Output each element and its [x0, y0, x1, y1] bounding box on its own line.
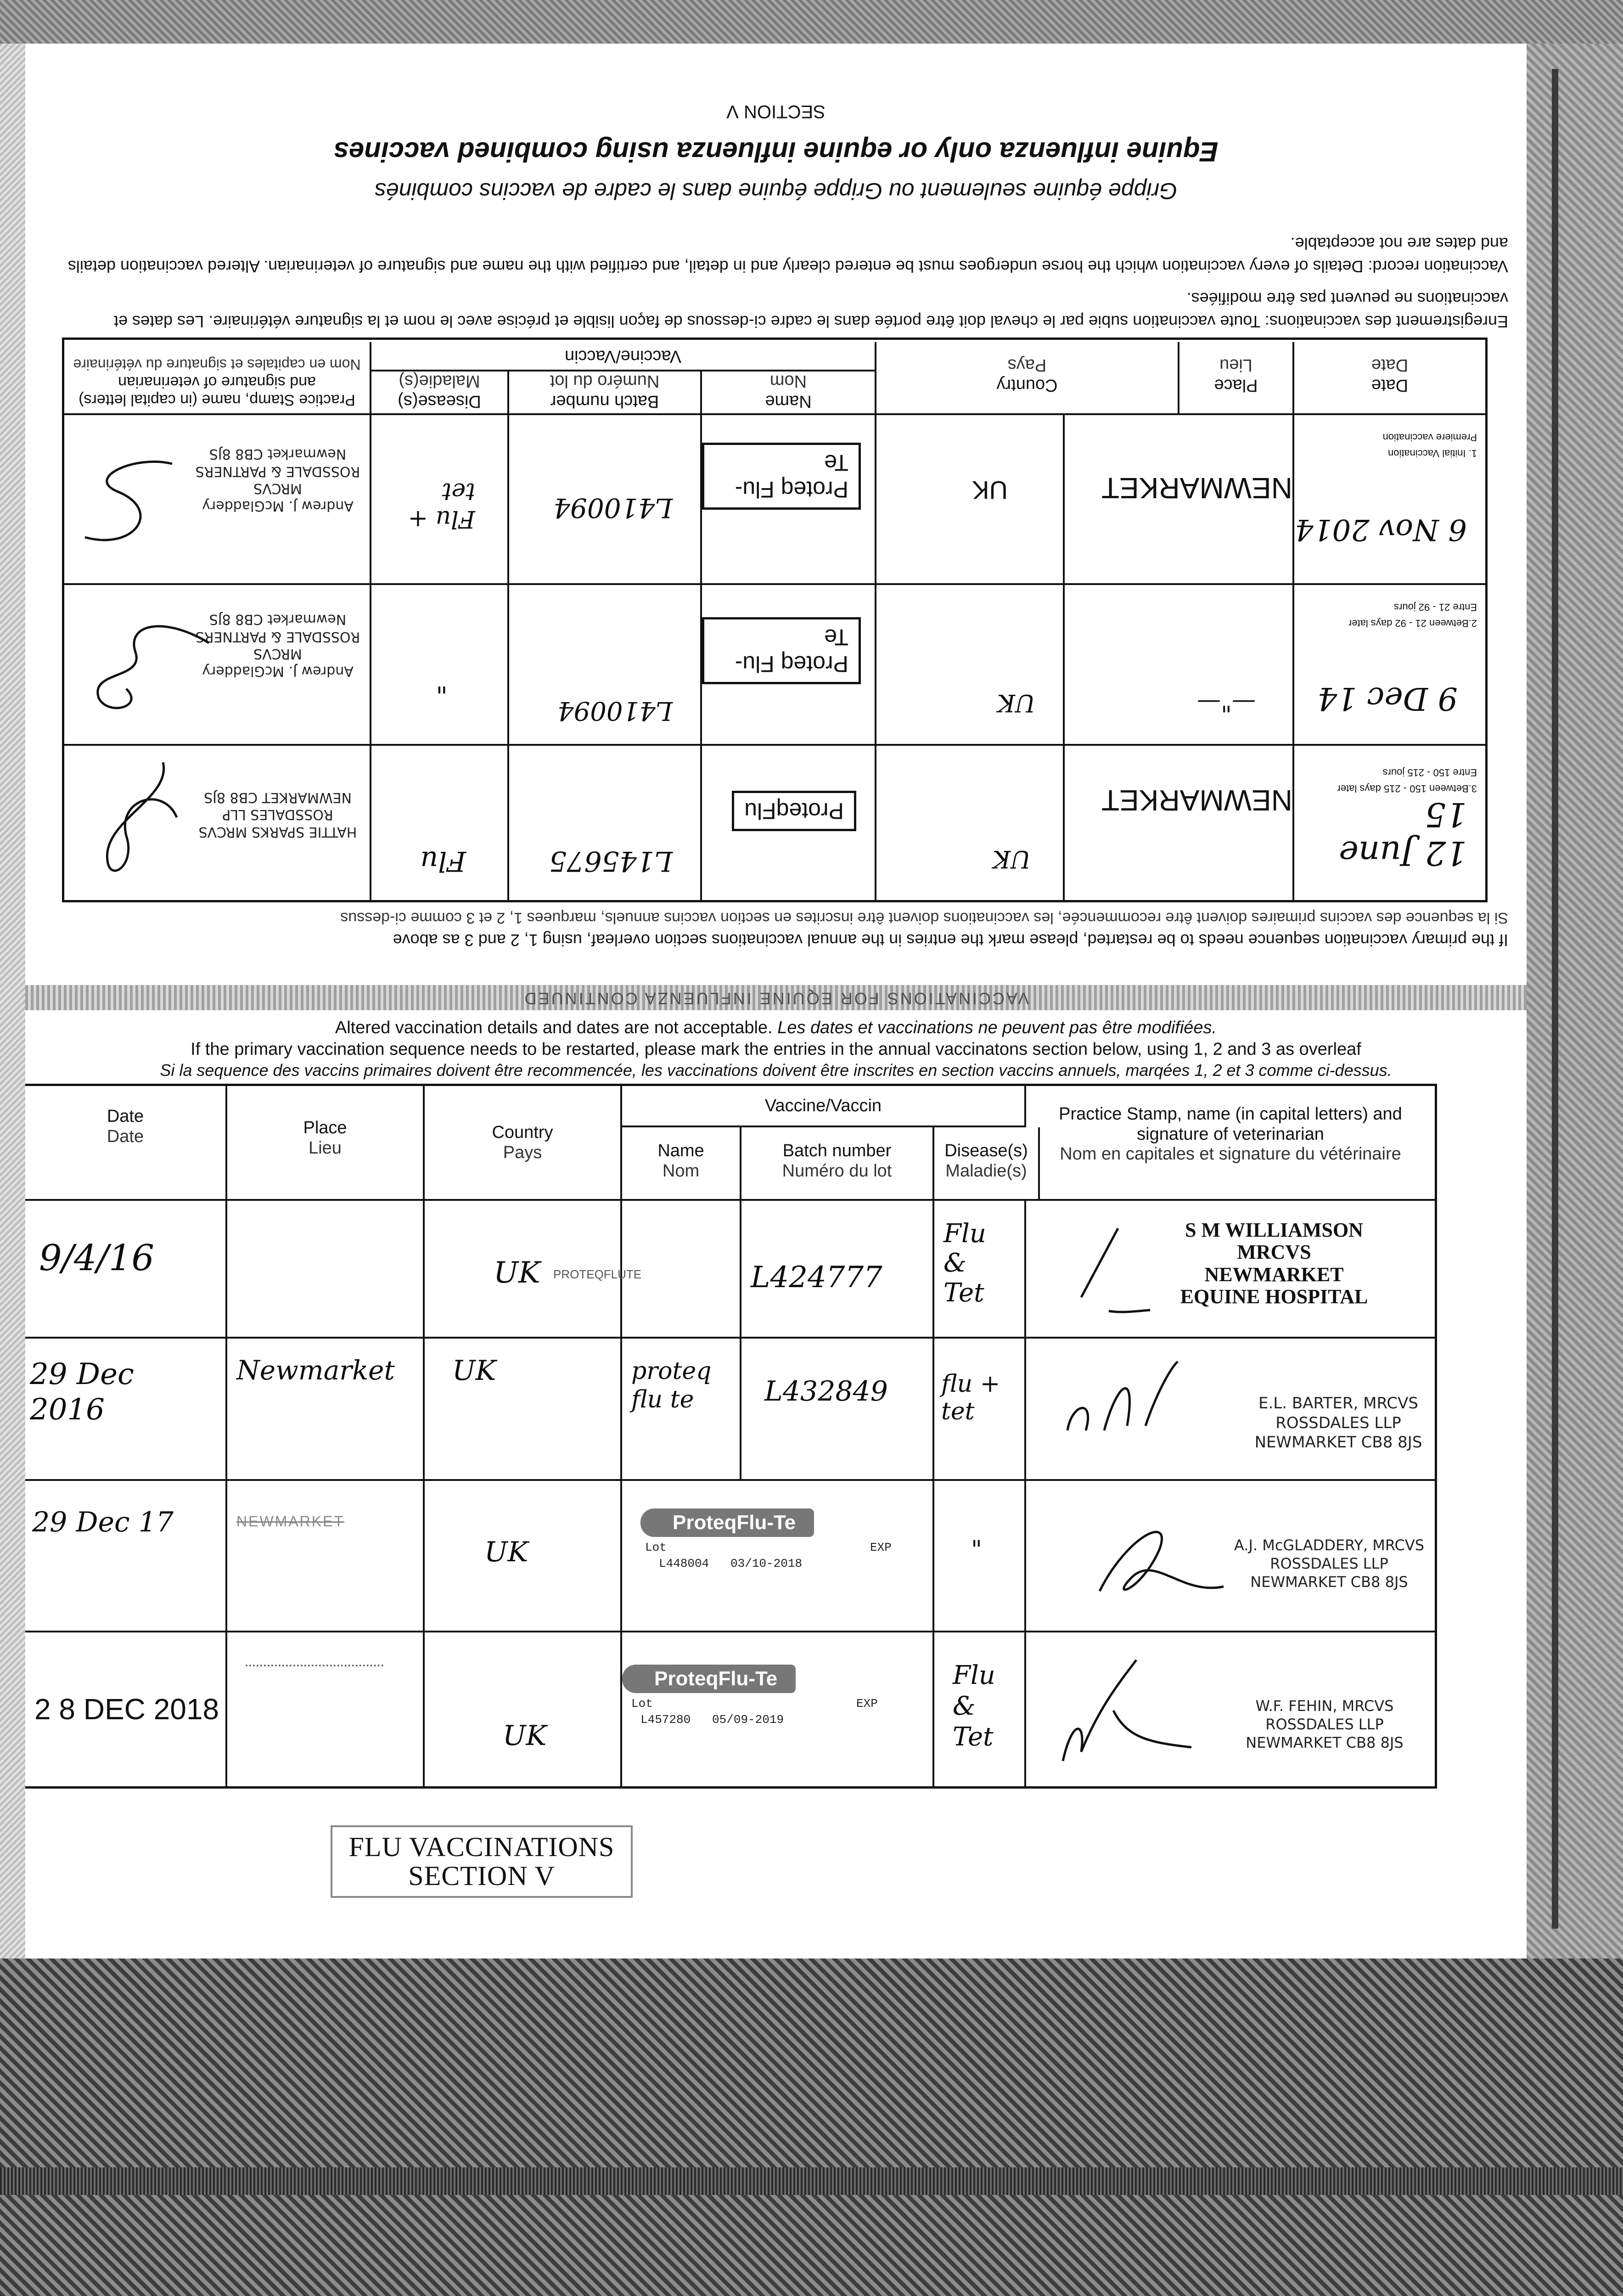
upper-intro-fr: Enregistrement des vaccinations: Toute vaccination subie par le cheval doit être portée dans le cadre ci-dessous de façon lisible et précise avec le nom et la signature vétérinaire. Les dates et vaccinations ne peuvent pas être modifiées. — [113, 289, 1508, 331]
row-label: 1. Initial Vaccination — [1387, 448, 1477, 459]
disease-value: Flu + tet — [408, 478, 475, 533]
row2-name — [622, 1339, 741, 1481]
header-label: Practice Stamp, name (in capital letters) and signature of veterinarian — [1059, 1104, 1402, 1144]
upper-vaccination-table — [62, 338, 1488, 902]
stamp-line: Newmarket CB8 8JS — [209, 611, 347, 628]
row1-batch — [741, 1201, 934, 1339]
disease-value: Flu & Tet — [953, 1660, 995, 1752]
vaccine-name: proteq flu te — [631, 1357, 712, 1414]
batch-value: L145675 — [549, 845, 673, 877]
header-label-fr: Pays — [503, 1142, 542, 1162]
row-label-fr: Entre 21 - 92 jours — [1394, 602, 1477, 613]
vaccine-stamp: Proteq Flu-Te — [702, 443, 861, 510]
lower-note-1 — [25, 1017, 1527, 1039]
page-hinge — [25, 985, 1527, 1010]
header-label-fr: Maladie(s) — [399, 371, 480, 391]
scan-border-right — [1527, 44, 1623, 1958]
country-value: UK — [997, 689, 1035, 716]
batch-value: L424777 — [751, 1261, 882, 1294]
row3-date — [25, 1481, 227, 1632]
stamp-line: A.J. McGLADDERY, MRCVS — [1234, 1536, 1425, 1554]
row3-country — [425, 1481, 622, 1632]
header-label-fr: Maladie(s) — [945, 1161, 1027, 1181]
lot-exp-line — [659, 1557, 802, 1570]
upper-footer-fr: Si la sequence des vaccins primaires doivent être recommencée, les vaccinations doivent être inscrites en section vaccins annuels, marquees 1, 2 et 3 comme ci-dessus — [340, 909, 1508, 927]
lot-label: Lot — [631, 1697, 653, 1711]
scan-border-top — [0, 0, 1623, 44]
lot-number: L448004 — [659, 1557, 709, 1570]
stamp-line: Andrew J. McGladdery MRCVS — [202, 480, 354, 514]
header-label-fr: Nom — [769, 371, 807, 391]
vaccine-stamp: Proteq Flu-Te — [702, 617, 861, 684]
row4-practice — [1026, 1632, 1435, 1786]
header-label-fr: Pays — [1007, 355, 1047, 375]
exp-date: 05/09-2019 — [712, 1713, 784, 1727]
stamp-line: NEWMARKET CB8 8JS — [1246, 1734, 1404, 1751]
upper-header-practice — [64, 342, 370, 413]
hinge-text: VACCINATIONS FOR EQUINE INFLUENZA CONTINUED — [522, 989, 1029, 1008]
vaccine-label-sticker: ProteqFlu-Te — [622, 1665, 796, 1693]
lot-exp-line — [640, 1713, 784, 1727]
lower-header-batch — [741, 1127, 934, 1201]
header-label: Vaccine/Vaccin — [564, 347, 682, 366]
upper-row3-disease — [370, 744, 507, 900]
upper-row3-batch — [507, 744, 700, 900]
lower-note-3: Si la sequence des vaccins primaires doivent être recommencée, les vaccinations doivent être inscrites en section vaccins annuels, marqées 1, 2 et 3 comme ci-dessus. — [160, 1061, 1392, 1080]
note-fr: Les dates et vaccinations ne peuvent pas être modifiées. — [777, 1018, 1217, 1037]
lower-vaccination-table — [25, 1084, 1437, 1789]
lower-header-date — [25, 1086, 227, 1201]
upper-header-country — [875, 342, 1178, 413]
header-label: Disease(s) — [398, 392, 481, 411]
country-value: UK — [494, 1256, 540, 1290]
stamp-line: ROSSDALES LLP — [1270, 1555, 1388, 1572]
header-label-fr: Nom — [662, 1161, 700, 1181]
lower-header-country — [425, 1086, 622, 1201]
row2-date — [25, 1339, 227, 1481]
scan-border-band — [0, 2167, 1623, 2195]
stamp-line: ROSSDALES LLP — [1275, 1413, 1401, 1432]
upper-row1-date-cell — [1292, 413, 1485, 583]
place-value: —"— — [1197, 689, 1256, 716]
stamp-line: S M WILLIAMSON MRCVS — [1185, 1219, 1363, 1264]
upper-header-batch — [507, 370, 700, 413]
lot-number: L457280 — [640, 1713, 691, 1727]
row1-name — [622, 1201, 741, 1339]
row1-disease — [934, 1201, 1026, 1339]
header-label: Vaccine/Vaccin — [764, 1096, 882, 1115]
signature-graphic — [71, 597, 218, 735]
country-value: UK — [484, 1536, 528, 1568]
date-value: 9 Dec 14 — [1317, 680, 1458, 716]
row1-place — [227, 1201, 425, 1339]
upper-row3-date-cell — [1292, 744, 1485, 900]
row3-disease — [934, 1481, 1026, 1632]
upper-row3-name — [700, 744, 875, 900]
note-en: Altered vaccination details and dates are not acceptable. — [335, 1018, 773, 1037]
disease-value: Flu & Tet — [943, 1219, 986, 1308]
upper-row2-date-cell — [1292, 583, 1485, 744]
header-label-fr: Nom en capitales et signature du vétérinaire — [1060, 1144, 1401, 1164]
lower-note-2: If the primary vaccination sequence needs to be restarted, please mark the entries in the annual vaccinatons section below, using 1, 2 and 3 as overleaf — [191, 1040, 1361, 1059]
disease-value: " — [436, 668, 448, 698]
header-label: Place — [303, 1118, 347, 1137]
row1-date — [25, 1201, 227, 1339]
stamp-line: Newmarket CB8 8JS — [209, 446, 347, 462]
row2-place — [227, 1339, 425, 1481]
header-label: Name — [657, 1141, 704, 1160]
row1-practice — [1026, 1201, 1435, 1339]
row-label: 2.Between 21 - 92 days later — [1348, 618, 1477, 629]
upper-row2-disease — [370, 583, 507, 744]
disease-value: Flu — [420, 845, 466, 877]
header-label: Practice Stamp, name (in capital letters) and signature of veterinarian — [79, 373, 355, 409]
header-label: Batch number — [550, 392, 659, 411]
row-label-fr: Premiere vaccination — [1382, 432, 1477, 443]
stamp-line: EQUINE HOSPITAL — [1180, 1285, 1368, 1308]
upper-row1-name — [700, 413, 875, 583]
upper-row2-country — [875, 583, 1063, 744]
lower-header-vaccine — [622, 1086, 1026, 1127]
row2-disease — [934, 1339, 1026, 1481]
header-label: Date — [107, 1107, 144, 1126]
place-value: NEWMARKET — [1101, 784, 1292, 817]
header-label-fr: Date — [107, 1126, 144, 1146]
row4-disease — [934, 1632, 1026, 1786]
section-title-line: SECTION V — [408, 1861, 555, 1891]
stamp-line: NEWMARKET CB8 8JS — [204, 789, 352, 805]
place-value: NEWMARKET — [1101, 472, 1292, 505]
row-label-fr: Entre 150 - 215 jours — [1382, 767, 1477, 778]
row-label: 3.Between 150 - 215 days later — [1337, 783, 1477, 794]
batch-value: L410094 — [557, 696, 673, 726]
lower-header-practice — [1026, 1086, 1435, 1201]
date-value: 29 Dec 17 — [32, 1506, 174, 1538]
dotted-placeholder — [246, 1665, 383, 1666]
exp-label: EXP — [870, 1541, 892, 1554]
signature-graphic — [1054, 1219, 1155, 1320]
row3-vaccine-label — [622, 1481, 934, 1632]
lower-page — [25, 1010, 1527, 1958]
row4-place — [227, 1632, 425, 1786]
upper-footer-en: If the primary vaccination sequence needs to be restarted, please mark the entries in the annual vaccinations section overleaf, using 1, 2 and 3 as above — [393, 931, 1508, 950]
upper-intro-en: Vaccination record: Details of every vaccination which the horse undergoes must be entered clearly and in detail, and certified with the name and signature of veterinarian. Altered vaccination details and dates are not acceptable. — [67, 234, 1508, 276]
row4-country — [425, 1632, 622, 1786]
batch-value: L410094 — [553, 492, 673, 523]
upper-heading: Equine influenza only or equine influenza using combined vaccines — [333, 136, 1219, 167]
row2-batch — [741, 1339, 934, 1481]
stamp-line: NEWMARKET CB8 8JS — [1250, 1573, 1408, 1591]
batch-value: L432849 — [764, 1375, 888, 1407]
header-label: Disease(s) — [944, 1141, 1028, 1160]
country-value: UK — [972, 476, 1008, 505]
row2-practice — [1026, 1339, 1435, 1481]
stamp-line: HATTIE SPARKS MRCVS — [198, 824, 357, 840]
upper-row2-practice — [64, 583, 370, 744]
upper-row3-practice — [64, 744, 370, 900]
upper-row3-country — [875, 744, 1063, 900]
date-value: 29 Dec 2016 — [30, 1357, 134, 1427]
header-label: Place — [1214, 376, 1258, 395]
upper-row1-place — [1063, 413, 1292, 583]
place-value: Newmarket — [236, 1355, 395, 1386]
row4-vaccine-label — [622, 1632, 934, 1786]
row4-date — [25, 1632, 227, 1786]
vaccine-label-sticker: ProteqFlu-Te — [640, 1508, 814, 1537]
lot-label: Lot — [645, 1541, 667, 1554]
stamp-line: Andrew J. McGladdery MRCVS — [202, 646, 354, 679]
upper-row2-place — [1063, 583, 1292, 744]
row3-place — [227, 1481, 425, 1632]
stamp-line: NEWMARKET CB8 8JS — [1254, 1433, 1422, 1452]
upper-row1-disease — [370, 413, 507, 583]
disease-value: " — [971, 1536, 982, 1564]
exp-date: 03/10-2018 — [730, 1557, 803, 1570]
scan-border-left — [0, 44, 25, 1958]
header-label: Batch number — [782, 1141, 892, 1160]
disease-value: flu + tet — [941, 1370, 1000, 1425]
header-label-fr: Nom en capitales et signature du vétérinaire — [73, 356, 361, 373]
lower-header-place — [227, 1086, 425, 1201]
stamp-line: ROSSDALE & PARTNERS — [195, 463, 360, 479]
stamp-line: E.L. BARTER, MRCVS — [1258, 1394, 1418, 1412]
signature-graphic — [1054, 1352, 1191, 1453]
upper-header-vaccine — [370, 342, 875, 370]
header-label: Country — [492, 1123, 553, 1142]
upper-row1-country — [875, 413, 1063, 583]
date-value: 6 Nov 2014 — [1295, 512, 1467, 546]
row1-country — [425, 1201, 642, 1339]
signature-graphic — [76, 753, 191, 891]
date-value: 2 8 DEC 2018 — [34, 1693, 219, 1726]
row3-practice — [1026, 1481, 1435, 1632]
signature-graphic — [1045, 1651, 1196, 1770]
row2-country — [425, 1339, 622, 1481]
place-value: NEWMARKET — [236, 1513, 344, 1530]
date-value: 12 June 15 — [1339, 795, 1467, 872]
vaccine-name-stamp: PROTEQFLUTE — [553, 1267, 642, 1281]
header-label-fr: Lieu — [309, 1138, 342, 1158]
upper-row2-name — [700, 583, 875, 744]
upper-header-place — [1178, 342, 1292, 413]
stamp-line: W.F. FEHIN, MRCVS — [1255, 1697, 1394, 1715]
country-value: UK — [503, 1720, 547, 1752]
header-label-fr: Date — [1371, 355, 1409, 375]
stamp-line: ROSSDALE & PARTNERS — [195, 629, 360, 645]
date-value: 9/4/16 — [39, 1238, 155, 1279]
lower-header-disease — [934, 1127, 1040, 1201]
upper-heading-fr: Grippe équine seulement ou Grippe équine dans le cadre de vaccins combinés — [374, 178, 1178, 204]
header-label-fr: Lieu — [1219, 355, 1252, 375]
upper-row3-place — [1063, 744, 1292, 900]
upper-header-name — [700, 370, 875, 413]
lower-header-name — [622, 1127, 741, 1201]
header-label-fr: Numéro du lot — [782, 1161, 892, 1181]
section-title-line: FLU VACCINATIONS — [348, 1832, 615, 1862]
stamp-line: ROSSDALES LLP — [222, 806, 333, 823]
header-label: Country — [996, 376, 1058, 395]
header-label: Name — [765, 392, 812, 411]
header-label: Date — [1371, 376, 1409, 395]
page-edge-shadow — [1552, 69, 1558, 1929]
signature-graphic — [76, 436, 191, 565]
country-value: UK — [452, 1355, 496, 1387]
upper-header-date — [1292, 342, 1485, 413]
header-label-fr: Numéro du lot — [550, 371, 660, 391]
upper-header-disease — [370, 370, 507, 413]
stamp-line: ROSSDALES LLP — [1265, 1716, 1384, 1733]
scan-border-bottom — [0, 1958, 1623, 2296]
stamp-line: NEWMARKET — [1204, 1263, 1344, 1286]
upper-section-label: SECTION V — [726, 101, 826, 122]
upper-page-rotated — [25, 44, 1527, 985]
section-title-box — [331, 1825, 633, 1898]
vaccine-stamp: ProteqFlu — [732, 791, 856, 831]
upper-row2-batch — [507, 583, 700, 744]
upper-row1-practice — [64, 413, 370, 583]
upper-row1-batch — [507, 413, 700, 583]
country-value: UK — [993, 845, 1031, 872]
exp-label: EXP — [856, 1697, 878, 1711]
signature-graphic — [1090, 1508, 1228, 1614]
